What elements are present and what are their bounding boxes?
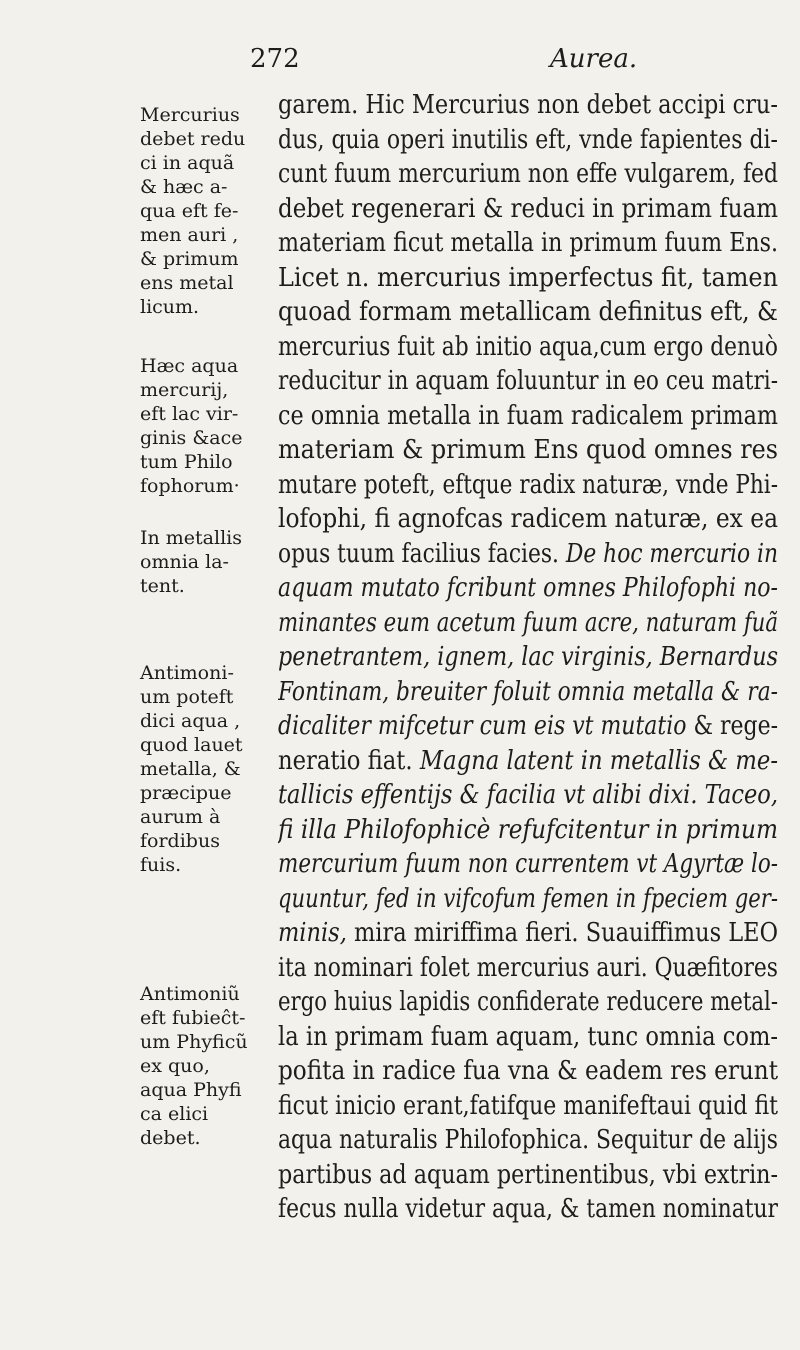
italic-text: minantes eum acetum fuum acre, naturam fuã (278, 606, 778, 638)
marginal-note (140, 661, 262, 877)
italic-text: mercurium fuum non currentem vt Agyrtæ lo- (278, 848, 778, 879)
marginal-note-line: In metallis (140, 527, 242, 549)
marginal-note-line: eft fubieĉt- (140, 1007, 246, 1029)
text-segment: neratio fiat. (278, 744, 420, 776)
italic-text: fi illa Philofophicè refufcitentur in primum (278, 813, 778, 845)
marginal-note-line: & hæc a- (140, 176, 228, 198)
text-segment: Licet n. mercurius imperfectus fit, tamen (278, 261, 778, 293)
marginal-note-line: aqua Phyfi (140, 1079, 242, 1101)
text-line (278, 157, 778, 192)
text-line (278, 744, 778, 779)
text-line (278, 502, 778, 537)
text-segment: fecus nulla videtur aqua, & tamen nominatur (278, 1193, 778, 1224)
marginal-note-line: metalla, & (140, 758, 241, 780)
text-segment: mutare poteft, eftque radix naturæ, vnde Phi- (278, 468, 778, 500)
marginal-note-line: um poteft (140, 686, 234, 708)
text-segment: & rege- (686, 710, 778, 741)
italic-text: aquam mutato fcribunt omnes Philofophi no- (278, 572, 778, 603)
text-line (278, 1192, 778, 1227)
marginal-note-line: men auri , (140, 224, 239, 246)
text-segment: partibus ad aquam pertinentibus, vbi extrin- (278, 1158, 778, 1190)
italic-text: De hoc mercurio in (565, 537, 778, 569)
marginal-note-line: fophorum· (140, 475, 240, 497)
text-segment: materiam ficut metalla in primum fuum Ens. (278, 227, 778, 258)
marginal-note-line: & primum (140, 248, 239, 270)
marginal-note (140, 982, 262, 1150)
text-segment: la in primam fuam aquam, tunc omnia com- (278, 1020, 778, 1052)
marginal-note-line: ca elici (140, 1103, 209, 1125)
marginal-note-line: mercurij, (140, 379, 229, 401)
marginal-note-line: Hæc aqua (140, 355, 239, 377)
text-line (278, 1054, 778, 1089)
text-line (278, 640, 778, 675)
text-segment: ce omnia metalla in fuam radicalem primam (278, 399, 778, 431)
page-header (250, 44, 750, 84)
marginal-note (140, 103, 262, 319)
text-line (278, 123, 778, 158)
text-line (278, 1158, 778, 1193)
marginal-note-line: ens metal (140, 272, 234, 294)
text-segment: ita nominari folet mercurius auri. Quæfitores (278, 951, 778, 983)
text-line (278, 985, 778, 1020)
text-line (278, 1020, 778, 1055)
text-segment: debet regenerari & reduci in primam fuam (278, 192, 778, 224)
marginal-note-line: ginis &ace (140, 427, 243, 449)
text-line (278, 571, 778, 606)
marginal-note-line: fuis. (140, 854, 182, 876)
italic-text: dicaliter mifcetur cum eis vt mutatio (278, 710, 687, 741)
text-segment: opus tuum facilius facies. (278, 537, 566, 569)
text-segment: materiam & primum Ens quod omnes res (278, 434, 778, 465)
text-line (278, 261, 778, 296)
text-line (278, 606, 778, 641)
text-line (278, 1089, 778, 1124)
marginal-note-line: tum Philo (140, 451, 233, 473)
text-line (278, 88, 778, 123)
marginal-note-line: qua eft fe- (140, 200, 239, 222)
italic-text: Fontinam, breuiter foluit omnia metalla & ra- (278, 675, 778, 707)
text-line (278, 330, 778, 365)
marginal-note-line: fordibus (140, 830, 220, 852)
text-line (278, 295, 778, 330)
text-segment: ficut inicio erant,fatifque manifeftaui quid fit (278, 1089, 778, 1121)
text-line (278, 847, 778, 882)
text-segment: mira miriffima fieri. Suauiffimus LEO (346, 917, 778, 948)
italic-text: tallicis effentijs & facilia vt alibi dixi. Taceo, (278, 779, 778, 810)
text-segment: aqua naturalis Philofophica. Sequitur de alijs (278, 1124, 778, 1155)
text-segment: mercurius fuit ab initio aqua,cum ergo denuò (278, 330, 778, 362)
text-line (278, 675, 778, 710)
text-line (278, 916, 778, 951)
marginal-note-line: eft lac vir- (140, 403, 239, 425)
text-segment: lofophi, fi agnofcas radicem naturæ, ex ea (278, 503, 778, 534)
marginal-note-line: ex quo, (140, 1055, 210, 1077)
text-line (278, 537, 778, 572)
text-line (278, 433, 778, 468)
text-line (278, 399, 778, 434)
text-line (278, 364, 778, 399)
text-segment: quoad formam metallicam definitus eft, & (278, 296, 778, 327)
text-line (278, 1123, 778, 1158)
text-segment: cunt fuum mercurium non effe vulgarem, fed (278, 158, 778, 189)
italic-text: quuntur, fed in vifcofum femen in fpeciem ger- (278, 882, 778, 914)
text-line (278, 468, 778, 503)
text-line (278, 778, 778, 813)
marginal-note-line: debet redu (140, 128, 246, 150)
marginal-note-line: præcipue (140, 782, 232, 804)
italic-text: Magna latent in metallis & me- (419, 744, 778, 776)
marginal-note-line: um Phyficũ (140, 1031, 248, 1053)
marginal-note (140, 354, 262, 498)
text-segment: reducitur in aquam foluuntur in eo ceu matri- (278, 365, 778, 396)
marginal-note-line: quod lauet (140, 734, 243, 756)
text-segment: pofita in radice fua vna & eadem res erunt (278, 1055, 778, 1086)
marginal-note-line: tent. (140, 575, 185, 597)
main-text (278, 88, 778, 1227)
text-line (278, 882, 778, 917)
marginal-note-line: licum. (140, 296, 200, 318)
italic-text: minis, (278, 917, 347, 948)
marginal-note-line: Antimoni- (140, 662, 234, 684)
text-line (278, 226, 778, 261)
text-segment: dus, quia operi inutilis eft, vnde fapientes di- (278, 123, 778, 155)
marginal-note-line: dici aqua , (140, 710, 241, 732)
italic-text: penetrantem, ignem, lac virginis, Bernardus (278, 641, 778, 672)
marginal-note-line: Mercurius (140, 104, 240, 126)
marginal-note-line: Antimoniũ (140, 983, 240, 1005)
text-line (278, 709, 778, 744)
text-segment: garem. Hic Mercurius non debet accipi cru- (278, 89, 778, 120)
marginal-note-line: omnia la- (140, 551, 229, 573)
page-number: 272 (250, 44, 300, 74)
text-segment: ergo huius lapidis confiderate reducere metal- (278, 986, 778, 1017)
text-line (278, 192, 778, 227)
text-line (278, 951, 778, 986)
marginal-note-line: ci in aquã (140, 152, 235, 174)
marginal-note-line: debet. (140, 1127, 201, 1149)
text-line (278, 813, 778, 848)
marginal-note-line: aurum à (140, 806, 221, 828)
marginal-note (140, 526, 262, 598)
running-head: Aurea. (550, 44, 638, 74)
